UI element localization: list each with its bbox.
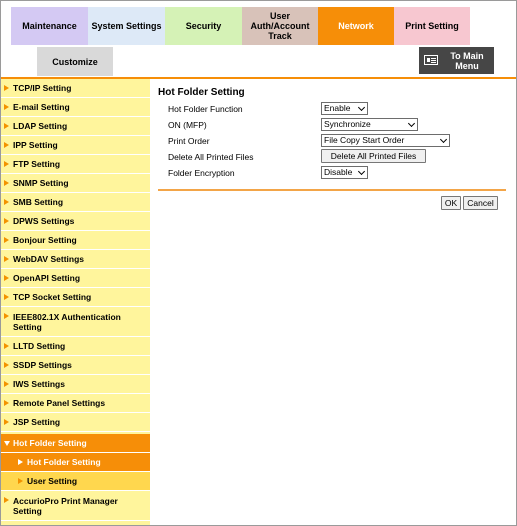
select-value: Disable: [324, 167, 353, 177]
row-folder-encryption: [168, 166, 498, 180]
folder-encryption-select[interactable]: [321, 166, 368, 179]
sidebar-item-bonjour[interactable]: [1, 231, 150, 250]
tab-network[interactable]: Network: [318, 7, 394, 45]
chevron-down-icon: [358, 168, 365, 175]
triangle-right-icon: [4, 104, 9, 110]
tab-user-auth-account-track[interactable]: User Auth/Account Track: [242, 7, 318, 45]
tab-customize[interactable]: Customize: [37, 47, 113, 76]
sidebar-item-label: TCP Socket Setting: [13, 292, 92, 302]
row-delete-printed: [168, 150, 498, 164]
ok-button[interactable]: OK: [441, 196, 461, 210]
sidebar-item-ieee8021x[interactable]: [1, 307, 150, 337]
sidebar-subitem-user-setting[interactable]: [1, 472, 150, 491]
row-print-order: [168, 134, 498, 148]
main-menu-icon: [424, 55, 438, 65]
sidebar-item-label: SMB Setting: [13, 197, 64, 207]
sidebar-item-label: DPWS Settings: [13, 216, 75, 226]
sidebar-item-label: LLTD Setting: [13, 341, 66, 351]
triangle-right-icon: [4, 381, 9, 387]
select-value: Synchronize: [324, 119, 371, 129]
delete-printed-label: Delete All Printed Files: [168, 152, 254, 162]
print-order-select[interactable]: [321, 134, 450, 147]
triangle-right-icon: [4, 362, 9, 368]
sidebar-item-label: IPP Setting: [13, 140, 58, 150]
sidebar-item-label: User Setting: [27, 476, 78, 486]
sidebar-item-ssdp[interactable]: [1, 356, 150, 375]
sidebar-item-iws[interactable]: [1, 375, 150, 394]
triangle-right-icon: [4, 497, 9, 503]
triangle-right-icon: [4, 161, 9, 167]
sidebar-item-hot-folder[interactable]: [1, 434, 150, 453]
sidebar-item-webdav[interactable]: [1, 250, 150, 269]
row-hot-folder-function: [168, 102, 498, 116]
sidebar-item-label: WebDAV Settings: [13, 254, 84, 264]
hot-folder-function-label: Hot Folder Function: [168, 104, 243, 114]
chevron-down-icon: [408, 120, 415, 127]
triangle-right-icon: [4, 199, 9, 205]
sidebar-item-label: TCP/IP Setting: [13, 83, 72, 93]
triangle-right-icon: [4, 343, 9, 349]
select-value: Enable: [324, 103, 351, 113]
sidebar-item-ldap[interactable]: [1, 117, 150, 136]
triangle-right-icon: [4, 237, 9, 243]
folder-encryption-label: Folder Encryption: [168, 168, 235, 178]
sidebar-item-label: SSDP Settings: [13, 360, 72, 370]
tab-system-settings[interactable]: System Settings: [88, 7, 165, 45]
triangle-right-icon: [4, 294, 9, 300]
row-on-mfp: [168, 118, 498, 132]
tab-maintenance[interactable]: Maintenance: [11, 7, 88, 45]
sidebar-item-label: AccurioPro Print Manager Setting: [13, 495, 118, 516]
sidebar-item-email[interactable]: [1, 98, 150, 117]
sidebar-item-label: SNMP Setting: [13, 178, 69, 188]
cancel-button[interactable]: Cancel: [463, 196, 498, 210]
sidebar-item-label: IWS Settings: [13, 379, 65, 389]
sidebar-item-jsp[interactable]: [1, 413, 150, 432]
triangle-right-icon: [4, 313, 9, 319]
sidebar-item-label: IEEE802.1X Authentication Setting: [13, 311, 121, 332]
triangle-right-icon: [4, 218, 9, 224]
sidebar: [1, 79, 150, 525]
sidebar-item-label: Hot Folder Setting: [13, 438, 87, 448]
triangle-right-icon: [4, 419, 9, 425]
sidebar-item-accuriopro[interactable]: [1, 491, 150, 521]
content-divider: [158, 189, 506, 191]
triangle-right-icon: [4, 180, 9, 186]
hot-folder-function-select[interactable]: [321, 102, 368, 115]
triangle-right-icon: [4, 123, 9, 129]
sidebar-item-ipp[interactable]: [1, 136, 150, 155]
sidebar-item-label: LDAP Setting: [13, 121, 68, 131]
sidebar-item-tcpip[interactable]: [1, 79, 150, 98]
sidebar-item-openapi[interactable]: [1, 269, 150, 288]
sidebar-item-snmp[interactable]: [1, 174, 150, 193]
triangle-right-icon: [4, 256, 9, 262]
sidebar-item-lltd[interactable]: [1, 337, 150, 356]
sidebar-subitem-hot-folder-setting[interactable]: [1, 453, 150, 472]
sidebar-item-label: OpenAPI Setting: [13, 273, 81, 283]
page-title: Hot Folder Setting: [158, 87, 245, 98]
triangle-right-icon: [4, 85, 9, 91]
sidebar-item-label: E-mail Setting: [13, 102, 70, 112]
sidebar-item-smb[interactable]: [1, 193, 150, 212]
triangle-down-icon: [4, 441, 10, 446]
on-mfp-label: ON (MFP): [168, 120, 207, 130]
triangle-right-icon: [4, 400, 9, 406]
on-mfp-select[interactable]: [321, 118, 418, 131]
sidebar-item-label: JSP Setting: [13, 417, 61, 427]
sidebar-item-tcp-socket[interactable]: [1, 288, 150, 307]
sidebar-item-ftp[interactable]: [1, 155, 150, 174]
to-main-menu-label: To Main Menu: [450, 50, 484, 71]
triangle-right-icon: [18, 459, 23, 465]
select-value: File Copy Start Order: [324, 135, 405, 145]
tab-security[interactable]: Security: [165, 7, 242, 45]
top-tabs: [1, 1, 516, 78]
sidebar-item-label: FTP Setting: [13, 159, 61, 169]
triangle-right-icon: [4, 275, 9, 281]
chevron-down-icon: [440, 136, 447, 143]
tab-print-setting[interactable]: Print Setting: [394, 7, 470, 45]
sidebar-item-label: Bonjour Setting: [13, 235, 77, 245]
triangle-right-icon: [4, 142, 9, 148]
sidebar-item-dpws[interactable]: [1, 212, 150, 231]
to-main-menu-button[interactable]: [419, 47, 494, 74]
sidebar-item-label: Hot Folder Setting: [27, 457, 101, 467]
delete-all-printed-files-button[interactable]: Delete All Printed Files: [321, 149, 426, 163]
print-order-label: Print Order: [168, 136, 210, 146]
sidebar-item-remote-panel[interactable]: [1, 394, 150, 413]
chevron-down-icon: [358, 104, 365, 111]
triangle-right-icon: [18, 478, 23, 484]
sidebar-item-label: Remote Panel Settings: [13, 398, 106, 408]
